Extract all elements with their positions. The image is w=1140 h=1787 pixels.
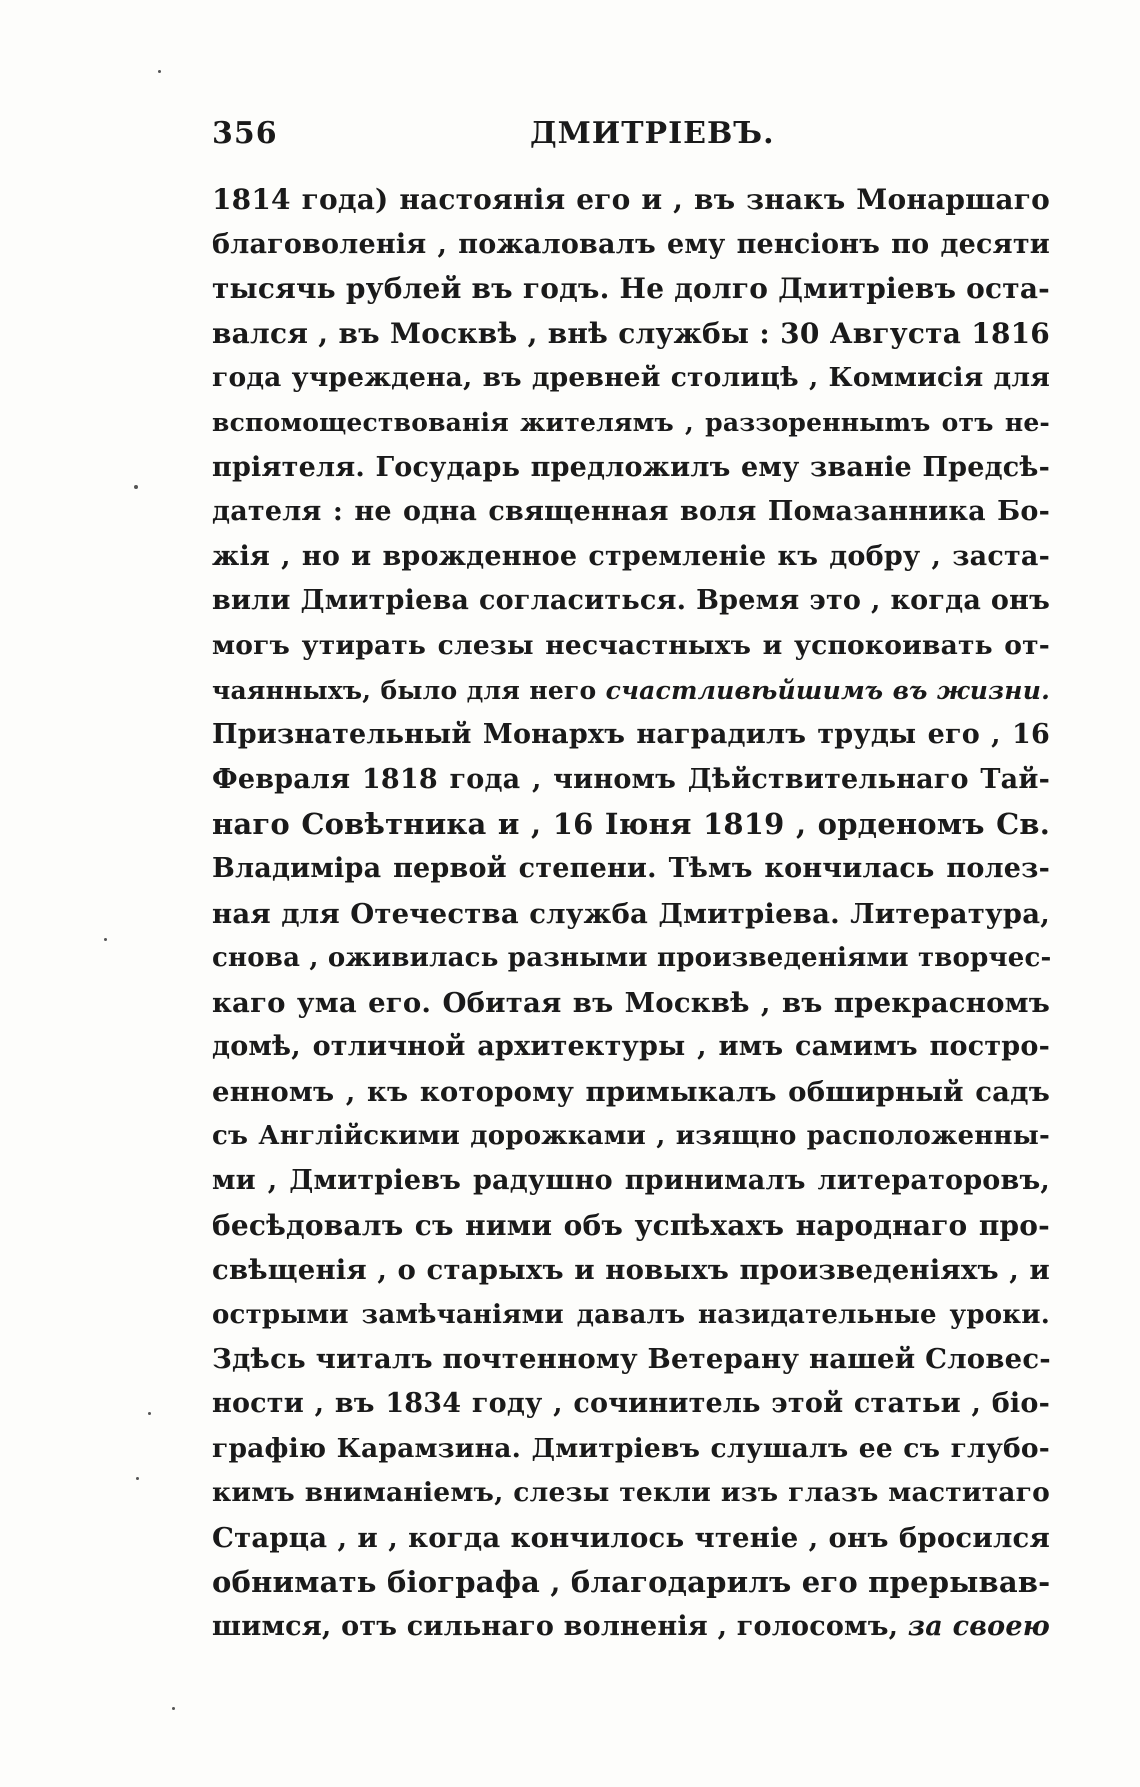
text-line: жія , но и врожденное стремленіе къ добру , заста- [212,540,1050,572]
text-line: свѣщенія , о старыхъ и новыхъ произведеніяхъ , и [212,1254,1050,1287]
print-speck [172,1707,175,1710]
body-text [212,178,1050,1650]
text-line: пріятеля. Государь предложилъ ему званіе Предсѣ- [212,451,1050,483]
text-line: обнимать біографа , благодарилъ его прерывав- [212,1565,1051,1600]
print-speck [104,938,107,941]
text-segment: чаянныхъ, было для него [212,675,606,705]
page-number: 356 [212,116,278,151]
text-line: могъ утирать слезы несчастныхъ и успокоивать от- [212,629,1050,661]
text-line: домѣ, отличной архитектуры , имъ самимъ постро- [212,1031,1050,1063]
text-line: каго ума его. Обитая въ Москвѣ , въ прекрасномъ [212,986,1050,1019]
print-speck [136,1477,139,1480]
text-line: ми , Дмитріевъ радушно принималъ литераторовъ, [212,1165,1050,1197]
text-line: 1814 года) настоянія его и , въ знакъ Монаршаго [212,183,1050,216]
text-line: Владиміра первой степени. Тѣмъ кончилась полез- [212,852,1050,884]
italic-phrase: счастливѣйшимъ въ жизни. [605,675,1050,705]
print-speck [158,70,161,73]
text-line: дателя : не одна священная воля Помазанника Бо- [212,496,1050,528]
text-line: съ Англійскими дорожками , изящно расположенны- [212,1121,1050,1152]
text-line: бесѣдовалъ съ ними объ успѣхахъ народнаго про- [212,1208,1050,1242]
text-line: Старца , и , когда кончилось чтеніе , онъ бросился [212,1521,1050,1554]
text-line: благоволенія , пожаловалъ ему пенсіонъ по десяти [212,228,1050,260]
text-line: графію Карамзина. Дмитріевъ слушалъ ее съ глубо- [212,1432,1050,1464]
text-segment: шимся, отъ сильнаго волненія , голосомъ, [212,1611,908,1642]
text-line: Признательный Монархъ наградилъ труды его , 16 [212,719,1050,751]
text-line-with-italic [212,669,1050,714]
text-line: ности , въ 1834 году , сочинитель этой статьи , біо- [212,1388,1050,1420]
running-head: ДМИТРІЕВЪ. [530,116,775,151]
text-line: кимъ вниманіемъ, слезы текли изъ глазъ маститаго [212,1477,1050,1509]
text-line: енномъ , къ которому примыкалъ обширный садъ [212,1075,1050,1108]
text-line: снова , оживилась разными произведеніями творчес- [212,943,1052,974]
text-line: наго Совѣтника и , 16 Іюня 1819 , орденомъ Св. [212,807,1050,842]
text-line: ная для Отечества служба Дмитріева. Литература, [212,897,1050,930]
text-line: Февраля 1818 года , чиномъ Дѣйствительнаго Тай- [212,763,1050,795]
text-line: острыми замѣчаніями давалъ назидательные уроки. [212,1299,1050,1330]
text-line: вался , въ Москвѣ , внѣ службы : 30 Августа 1816 [212,316,1050,350]
text-line: Здѣсь читалъ почтенному Ветерану нашей Словес- [212,1343,1051,1376]
text-line-with-italic [212,1605,1050,1650]
text-line: тысячь рублей въ годъ. Не долго Дмитріевъ оста- [212,272,1050,306]
text-line: вспомоществованія жителямъ , раззоренныmъ отъ не- [212,407,1050,437]
italic-phrase: за своею [907,1611,1051,1642]
text-line: вили Дмитріева согласиться. Время это , когда онъ [212,585,1050,617]
print-speck [134,485,138,489]
print-speck [148,1412,151,1415]
text-line: года учреждена, въ древней столицѣ , Коммисія для [212,362,1050,394]
page-header [212,112,1050,162]
